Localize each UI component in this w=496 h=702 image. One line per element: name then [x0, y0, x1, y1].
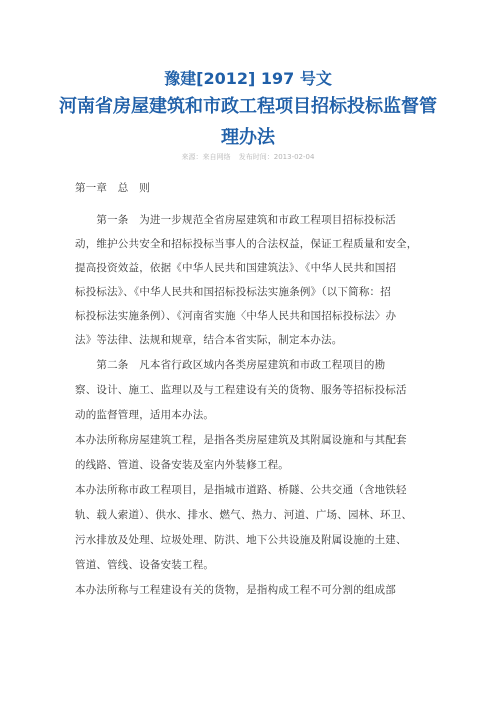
body-line: 本办法所称市政工程项目，是指城市道路、桥隧、公共交通（含地铁轻: [75, 484, 407, 496]
body-line: 察、设计、施工、监理以及与工程建设有关的货物、服务等招标投标活: [75, 384, 407, 396]
body-line: 动的监督管理，适用本办法。: [75, 409, 215, 421]
document-title-line-2: 理办法: [221, 127, 275, 148]
body-line: 管道、管线、设备安装工程。: [75, 559, 215, 571]
document-title-line-1: 河南省房屋建筑和市政工程项目招标投标监督管: [59, 96, 437, 117]
body-line: 动，维护公共安全和招标投标当事人的合法权益，保证工程质量和安全，: [75, 238, 418, 250]
body-line: 本办法所称与工程建设有关的货物，是指构成工程不可分割的组成部: [75, 584, 396, 596]
body-line: 标投标法》、《中华人民共和国招标投标法实施条例》（以下简称：招: [75, 286, 391, 298]
document-number-title: 豫建[2012] 197 号文: [164, 69, 332, 88]
body-line: 第一条 为进一步规范全省房屋建筑和市政工程项目招标投标活: [75, 214, 396, 226]
body-line: 的线路、管道、设备安装及室内外装修工程。: [75, 459, 289, 471]
publish-date: 发布时间：2013-02-04: [238, 153, 315, 161]
body-line: 第二条 凡本省行政区域内各类房屋建筑和市政工程项目的勘: [75, 359, 386, 371]
source-label: 来源：来自网络: [181, 153, 231, 161]
body-line: 标投标法实施条例）、《河南省实施〈中华人民共和国招标投标法〉办: [75, 310, 397, 322]
body-line: 提高投资效益，依据《中华人民共和国建筑法》、《中华人民共和国招: [75, 262, 397, 274]
body-line: 本办法所称房屋建筑工程，是指各类房屋建筑及其附属设施和与其配套: [75, 434, 407, 446]
body-line: 轨、载人索道）、供水、排水、燃气、热力、河道、广场、园林、环卫、: [75, 509, 413, 521]
chapter-heading: 第一章 总 则: [75, 182, 150, 194]
body-line: 污水排放及处理、垃圾处理、防洪、地下公共设施及附属设施的土建、: [75, 534, 407, 546]
document-meta: [0, 152, 496, 162]
body-line: 法》等法律、法规和规章，结合本省实际，制定本办法。: [75, 334, 343, 346]
